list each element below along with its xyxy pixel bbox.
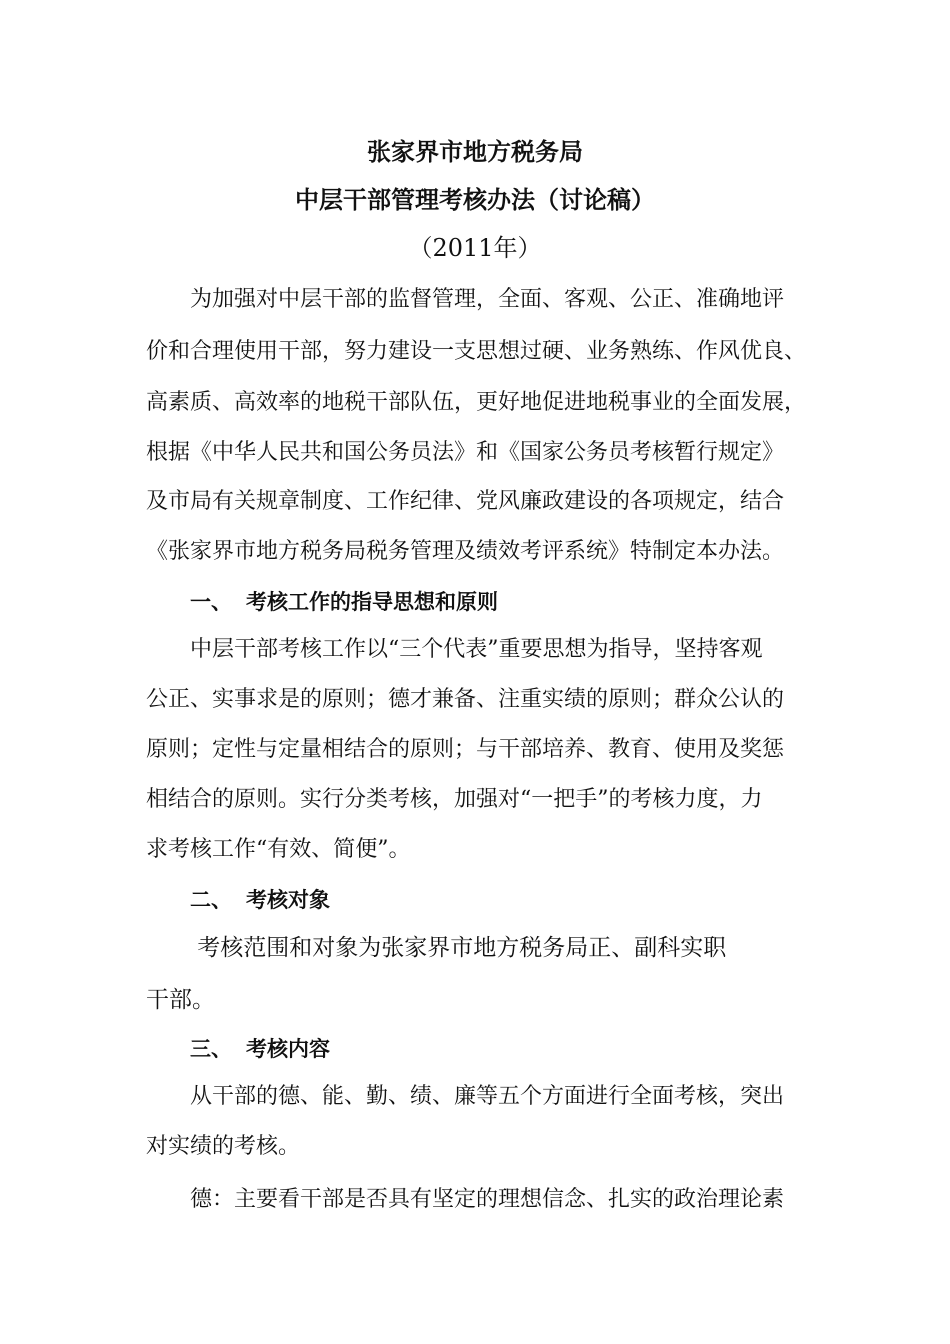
section1-line: 求考核工作“有效、简便”。 [146,837,411,862]
intro-line: 《张家界市地方税务局税务管理及绩效考评系统》特制定本办法。 [146,539,785,564]
intro-line: 高素质、高效率的地税干部队伍，更好地促进地税事业的全面发展， [146,390,807,415]
intro-line: 根据《中华人民共和国公务员法》和《国家公务员考核暂行规定》 [146,440,785,465]
section-title: 考核内容 [246,1036,330,1061]
section-number: 二、 [190,887,232,912]
section-heading-3 [190,1034,330,1064]
section-number: 一、 [190,589,232,614]
section-number: 三、 [190,1036,232,1061]
section1-line: 公正、实事求是的原则；德才兼备、注重实绩的原则；群众公认的 [146,687,785,712]
section1-line: 相结合的原则。实行分类考核，加强对“一把手”的考核力度，力 [146,787,763,812]
intro-line: 为加强对中层干部的监督管理，全面、客观、公正、准确地评 [190,287,785,312]
section-title: 考核对象 [246,887,330,912]
doc-title-main: 中层干部管理考核办法（讨论稿） [295,185,655,214]
intro-line: 价和合理使用干部，努力建设一支思想过硬、业务熟练、作风优良、 [146,339,807,364]
section2-line: 干部。 [146,987,215,1013]
section3-line: 对实绩的考核。 [146,1134,301,1159]
section-heading-2 [190,885,330,915]
section3-line: 从干部的德、能、勤、绩、廉等五个方面进行全面考核，突出 [190,1084,785,1109]
doc-year: （2011年） [408,234,542,262]
section2-line: 考核范围和对象为张家界市地方税务局正、副科实职 [190,935,727,961]
doc-title-organization: 张家界市地方税务局 [367,137,583,166]
intro-line: 及市局有关规章制度、工作纪律、党风廉政建设的各项规定，结合 [146,489,785,514]
section-heading-1 [190,587,498,617]
section-title: 考核工作的指导思想和原则 [246,589,498,614]
section1-line: 中层干部考核工作以“三个代表”重要思想为指导，坚持客观 [190,637,763,662]
section3-line: 德：主要看干部是否具有坚定的理想信念、扎实的政治理论素 [190,1187,785,1212]
section1-line: 原则；定性与定量相结合的原则；与干部培养、教育、使用及奖惩 [146,737,785,762]
